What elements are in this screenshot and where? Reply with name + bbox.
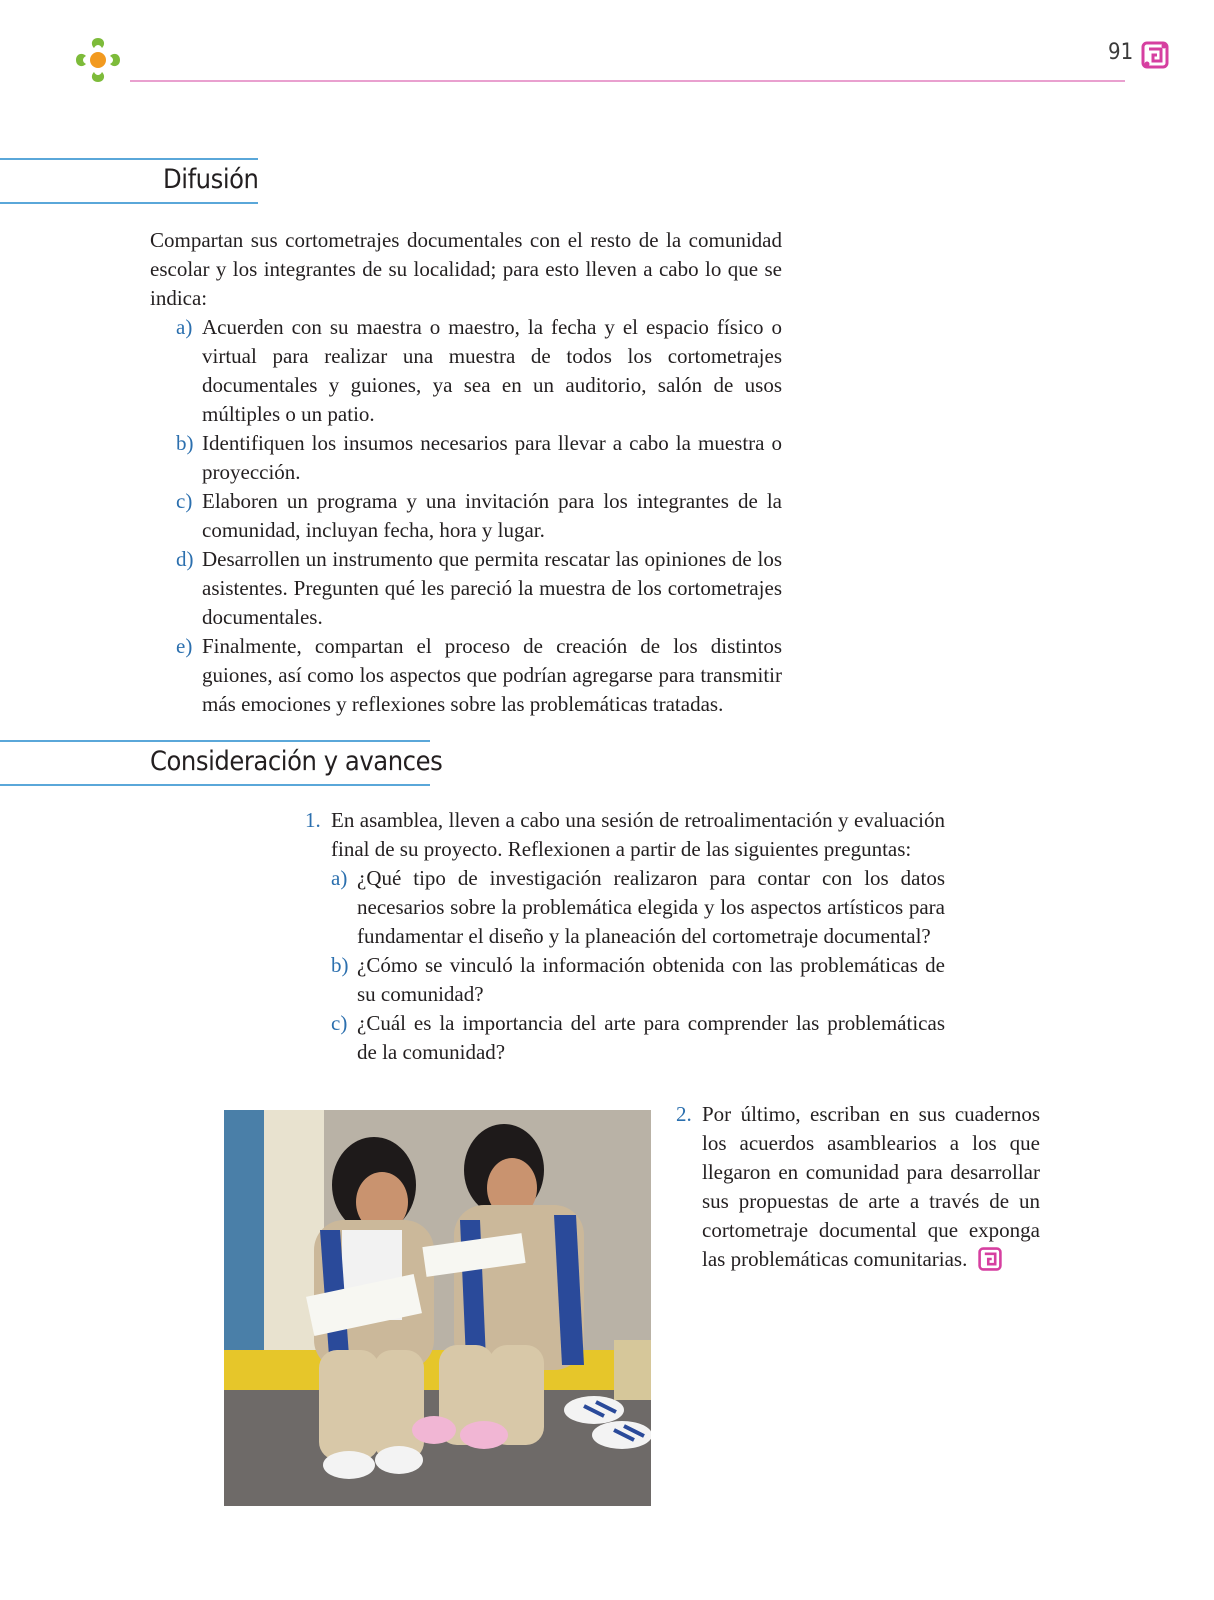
difusion-intro: Compartan sus cortometrajes documentales con el resto de la comunidad escolar y los integrantes de su localidad; para esto lleven a cabo lo que se indica: [150,228,782,310]
difusion-list [176,313,782,719]
item-text: En asamblea, lleven a cabo una sesión de retroalimentación y evaluación final de su proyecto. Reflexionen a partir de las siguientes preguntas: [331,808,945,861]
item-marker: c) [176,489,193,513]
photo-two-students-writing [224,1110,651,1506]
heading-bottom-line [0,202,258,204]
item-marker: 2. [676,1102,692,1126]
list-item [331,864,945,951]
list-item [176,429,782,487]
item-marker: c) [331,1011,348,1035]
pink-spiral-glyph-icon [977,1246,1003,1272]
item-marker: d) [176,547,194,571]
difusion-body [150,226,782,719]
item-text: ¿Cómo se vinculó la información obtenida con las problemáticas de su comunidad? [357,953,945,1006]
item-marker: e) [176,634,193,658]
list-item [331,951,945,1009]
heading-top-line [0,158,258,160]
numbered-item [305,806,945,864]
item-marker: a) [176,315,193,339]
section-title: Difusión [163,164,259,195]
heading-bottom-line [0,784,430,786]
item-marker: b) [176,431,194,455]
item-text: ¿Qué tipo de investigación realizaron para contar con los datos necesarios sobre la problemática elegida y los aspectos artísticos para fundamentar el diseño y la planeación del cortometraje documental? [357,866,945,948]
section-heading-difusion [0,158,260,206]
list-item [176,632,782,719]
header-rule [130,80,1125,82]
item-text: Identifiquen los insumos necesarios para llevar a cabo la muestra o proyección. [202,431,782,484]
section-heading-consideracion [0,740,443,788]
list-item [176,487,782,545]
question-1 [305,806,945,1067]
item-text: Desarrollen un instrumento que permita rescatar las opiniones de los asistentes. Pregunten qué les pareció la muestra de los cortometrajes documentales. [202,547,782,629]
item-text: Acuerden con su maestra o maestro, la fecha y el espacio físico o virtual para realizar una muestra de todos los cortometrajes documentales y guiones, ya sea en un auditorio, salón de usos múltiples o un patio. [202,315,782,426]
section-title: Consideración y avances [150,746,443,777]
flower-logo-icon [72,34,124,86]
item-text: Finalmente, compartan el proceso de creación de los distintos guiones, así como los aspectos que podrían agregarse para transmitir más emociones y reflexiones sobre las problemáticas tratadas. [202,634,782,716]
list-item [176,313,782,429]
pink-spiral-glyph-icon [1140,40,1170,70]
heading-top-line [0,740,430,742]
question-2 [676,1100,1040,1274]
item-marker: a) [331,866,348,890]
page-number: 91 [1108,40,1134,65]
item-marker: b) [331,953,349,977]
list-item [176,545,782,632]
item-text: Elaboren un programa y una invitación para los integrantes de la comunidad, incluyan fecha, hora y lugar. [202,489,782,542]
item-text: Por último, escriban en sus cuadernos los acuerdos asamblearios a los que llegaron en comunidad para desarrollar sus propuestas de arte a través de un cortometraje documental que exponga las problemáticas comunitarias. [702,1102,1040,1271]
question-1-sublist [331,864,945,1067]
item-text: ¿Cuál es la importancia del arte para comprender las problemáticas de la comunidad? [357,1011,945,1064]
numbered-item [676,1100,1040,1274]
list-item [331,1009,945,1067]
item-marker: 1. [305,808,321,832]
